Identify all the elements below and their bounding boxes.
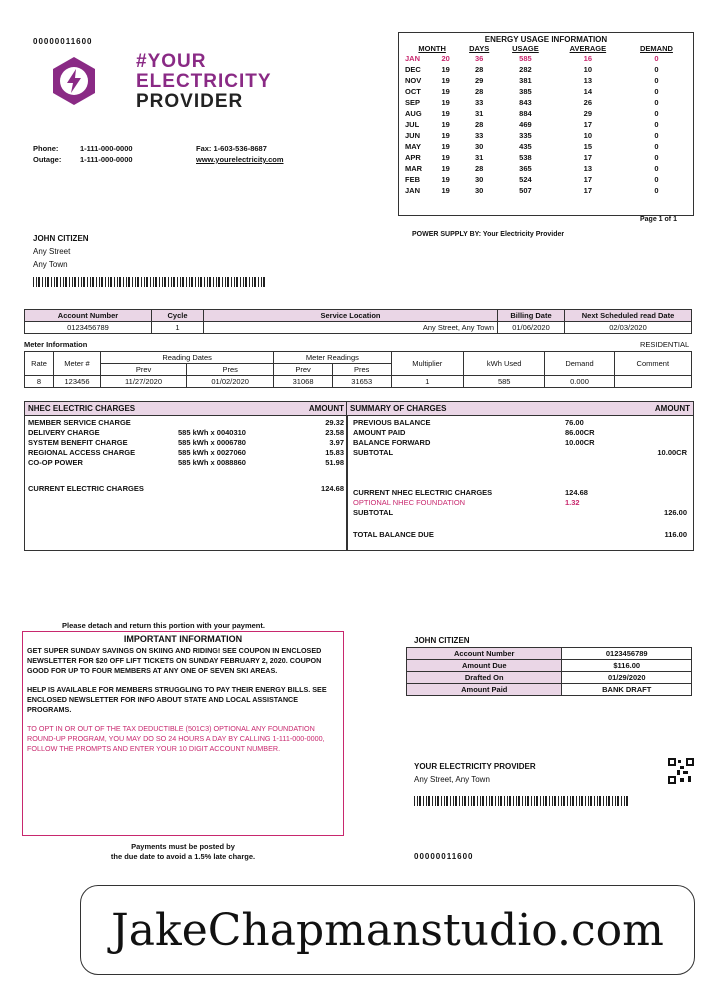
usage-col-month: MONTH (418, 44, 446, 53)
usage-cell: NOV (405, 76, 422, 85)
previous-balance-label: PREVIOUS BALANCE (353, 418, 431, 427)
usage-table (405, 44, 689, 196)
meter-readings-header: Meter Readings (274, 352, 391, 364)
billing-date-header: Billing Date (498, 310, 565, 322)
usage-cell: 335 (519, 131, 532, 140)
charge-label: DELIVERY CHARGE (28, 428, 100, 437)
payment-value: 01/29/2020 (562, 672, 692, 684)
usage-cell: 0 (654, 98, 659, 107)
charge-label: MEMBER SERVICE CHARGE (28, 418, 131, 427)
usage-cell: 0 (654, 175, 659, 184)
charges-title: NHEC ELECTRIC CHARGES (28, 404, 136, 413)
payment-label: Account Number (407, 648, 562, 660)
logo-line-3: PROVIDER (136, 91, 244, 112)
contact-labels (33, 143, 61, 165)
energy-usage-box (398, 32, 694, 216)
usage-row (405, 108, 689, 119)
stub-provider-name: YOUR ELECTRICITY PROVIDER (414, 762, 536, 771)
usage-cell: 30 (475, 186, 484, 195)
charge-row (28, 428, 344, 438)
current-charges-row (25, 484, 347, 494)
usage-cell: 28 (475, 120, 484, 129)
usage-cell: 14 (583, 87, 593, 96)
usage-cell: 29 (583, 109, 593, 118)
payment-value: 0123456789 (562, 648, 692, 660)
info-paragraph-2: HELP IS AVAILABLE FOR MEMBERS STRUGGLING TO PAY THEIR ENERGY BILLS. SEE ENCLOSED NEWSLETTER FOR INFO ABOUT STATE AND LOCAL ASSISTANCE PROGRAMS. (27, 685, 327, 714)
usage-cell: JUN (405, 131, 421, 140)
summary-title: SUMMARY OF CHARGES (350, 404, 447, 413)
balance-forward: 10.00CR (565, 438, 595, 447)
date-pres: 01/02/2020 (187, 376, 274, 388)
outage-number: 1-111-000-0000 (80, 155, 133, 164)
customer-address (33, 232, 89, 271)
customer-town: Any Town (33, 260, 68, 269)
usage-cell: 20 (441, 54, 450, 63)
usage-cell: APR (405, 153, 421, 162)
demand-value: 0.000 (545, 376, 614, 388)
late-note-line-2: the due date to avoid a 1.5% late charge. (110, 852, 256, 861)
usage-cell: 0 (654, 76, 659, 85)
foundation-label: OPTIONAL NHEC FOUNDATION (353, 498, 466, 507)
usage-cell: 381 (519, 76, 532, 85)
current-charges-value: 124.68 (321, 484, 344, 493)
usage-cell: 19 (441, 65, 450, 74)
charge-label: CO-OP POWER (28, 458, 83, 467)
charge-calc: 585 kWh x 0027060 (178, 448, 246, 457)
usage-col-demand: DEMAND (640, 44, 673, 53)
account-number-header: Account Number (25, 310, 152, 322)
billing-date: 01/06/2020 (498, 322, 565, 334)
logo-line-2: ELECTRICITY (136, 71, 272, 92)
stub-barcode (414, 796, 630, 806)
usage-row (405, 130, 689, 141)
usage-cell: 0 (654, 109, 659, 118)
usage-cell: 385 (519, 87, 532, 96)
usage-col-usage: USAGE (512, 44, 539, 53)
subtotal-1: 10.00CR (657, 448, 687, 457)
payment-label: Amount Paid (407, 684, 562, 696)
page-indicator: Page 1 of 1 (640, 216, 677, 223)
reading-dates-header: Reading Dates (101, 352, 274, 364)
usage-cell: 17 (583, 186, 593, 195)
late-charge-note (22, 842, 344, 862)
usage-cell: 19 (441, 186, 450, 195)
charge-amount: 29.32 (325, 418, 344, 427)
customer-name: JOHN CITIZEN (33, 234, 89, 243)
usage-row (405, 119, 689, 130)
website-link[interactable]: www.yourelectricity.com (196, 155, 284, 164)
usage-row (405, 53, 689, 64)
usage-cell: 30 (475, 142, 484, 151)
usage-row (405, 185, 689, 196)
info-paragraph-1: GET SUPER SUNDAY SAVINGS ON SKIING AND RIDING! SEE COUPON IN ENCLOSED NEWSLETTER FOR $20 OFF LIFT TICKETS ON SUNDAY FEBRUARY 2, 2020. COUPON GOOD FOR UP TO FOUR MEMBERS AT ANY ONE OF SEVEN SKI AREAS. (27, 646, 322, 675)
amount-paid: 86.00CR (565, 428, 595, 437)
usage-cell: 282 (519, 65, 532, 74)
charge-amount: 3.97 (329, 438, 344, 447)
previous-balance: 76.00 (565, 418, 584, 427)
current-charges-label: CURRENT ELECTRIC CHARGES (28, 484, 144, 493)
payment-row (407, 684, 692, 696)
summary-box (346, 401, 694, 551)
usage-cell: 15 (583, 142, 593, 151)
detach-instruction: Please detach and return this portion with your payment. (62, 621, 265, 630)
charge-calc: 585 kWh x 0088860 (178, 458, 246, 467)
fax-web (196, 143, 284, 165)
phone-label: Phone: (33, 144, 59, 153)
usage-row (405, 174, 689, 185)
read-pres-header: Pres (332, 364, 391, 376)
charge-calc (178, 418, 288, 428)
usage-cell: 19 (441, 109, 450, 118)
qr-code-icon (668, 758, 694, 784)
usage-cell: 13 (583, 164, 593, 173)
usage-cell: 0 (654, 142, 659, 151)
usage-cell: 585 (519, 54, 532, 63)
usage-title: ENERGY USAGE INFORMATION (484, 35, 608, 44)
usage-cell: DEC (405, 65, 421, 74)
payment-value: BANK DRAFT (562, 684, 692, 696)
cycle: 1 (152, 322, 204, 334)
charge-label: SYSTEM BENEFIT CHARGE (28, 438, 128, 447)
meter-value: 123456 (54, 376, 101, 388)
fax-number: Fax: 1-603-536-8687 (196, 144, 267, 153)
summary-amount-label: AMOUNT (654, 404, 690, 413)
subtotal-label-2: SUBTOTAL (353, 508, 394, 517)
charge-amount: 51.98 (325, 458, 344, 467)
late-note-line-1: Payments must be posted by (131, 842, 235, 851)
customer-street: Any Street (33, 247, 71, 256)
important-info-box (22, 631, 344, 836)
usage-row (405, 141, 689, 152)
current-nhec-label: CURRENT NHEC ELECTRIC CHARGES (353, 488, 493, 497)
usage-cell: 17 (583, 153, 593, 162)
stub-document-number: 00000011600 (414, 852, 474, 861)
usage-col-average: AVERAGE (569, 44, 607, 53)
usage-cell: FEB (405, 175, 420, 184)
usage-cell: 0 (654, 54, 659, 63)
usage-cell: 0 (654, 131, 659, 140)
usage-cell: 33 (475, 98, 484, 107)
info-paragraph-3: TO OPT IN OR OUT OF THE TAX DEDUCTIBLE (501C3) OPTIONAL ANY FOUNDATION ROUND-UP PROGRAM, YOU MAY DO SO 24 HOURS A DAY BY CALLING 1-111-000-0000, FOLLOW THE PROMPTS AND ENTER YOUR 10 DIGIT ACCOUNT NUMBER. (27, 724, 325, 753)
charges-amount-label: AMOUNT (308, 404, 344, 413)
usage-row (405, 86, 689, 97)
usage-cell: JUL (405, 120, 420, 129)
meter-header: Meter # (54, 352, 101, 376)
usage-cell: 507 (519, 186, 532, 195)
usage-cell: 0 (654, 65, 659, 74)
charge-row (28, 438, 344, 448)
usage-cell: 19 (441, 153, 450, 162)
charge-label: REGIONAL ACCESS CHARGE (28, 448, 136, 457)
usage-cell: OCT (405, 87, 421, 96)
usage-row (405, 152, 689, 163)
usage-cell: 17 (583, 175, 593, 184)
usage-cell: 19 (441, 98, 450, 107)
usage-cell: 10 (583, 131, 593, 140)
service-location: Any Street, Any Town (204, 322, 498, 334)
watermark: JakeChapmanstudio.com (80, 885, 695, 975)
usage-cell: 10 (583, 65, 593, 74)
usage-cell: SEP (405, 98, 421, 107)
date-prev: 11/27/2020 (101, 376, 187, 388)
charge-row (28, 458, 344, 468)
multiplier-value: 1 (391, 376, 463, 388)
usage-cell: 0 (654, 87, 659, 96)
usage-cell: 538 (519, 153, 532, 162)
next-read-date: 02/03/2020 (565, 322, 692, 334)
rate-value: 8 (25, 376, 54, 388)
usage-cell: 843 (519, 98, 532, 107)
usage-row (405, 64, 689, 75)
usage-cell: 0 (654, 164, 659, 173)
contact-values (80, 143, 133, 165)
usage-cell: 36 (475, 54, 484, 63)
kwh-value: 585 (464, 376, 545, 388)
bolt-logo-icon (48, 55, 100, 107)
multiplier-header: Multiplier (391, 352, 463, 376)
usage-cell: 19 (441, 142, 450, 151)
usage-cell: 33 (475, 131, 484, 140)
comment-header: Comment (614, 352, 691, 376)
usage-cell: 524 (519, 175, 532, 184)
usage-cell: 19 (441, 87, 450, 96)
usage-cell: 435 (519, 142, 532, 151)
usage-cell: 0 (654, 153, 659, 162)
usage-cell: 28 (475, 87, 484, 96)
charge-amount: 15.83 (325, 448, 344, 457)
comment-value (614, 376, 691, 388)
document-number: 00000011600 (33, 37, 93, 46)
usage-cell: 31 (475, 153, 484, 162)
logo-text (136, 52, 272, 112)
phone-number: 1-111-000-0000 (80, 144, 133, 153)
usage-cell: 19 (441, 131, 450, 140)
usage-cell: 31 (475, 109, 484, 118)
reading-pres: 31653 (332, 376, 391, 388)
rate-header: Rate (25, 352, 54, 376)
postal-barcode (33, 277, 265, 287)
usage-cell: JAN (405, 186, 421, 195)
demand-header: Demand (545, 352, 614, 376)
outage-label: Outage: (33, 155, 62, 164)
usage-cell: 26 (583, 98, 593, 107)
foundation-value: 1.32 (565, 498, 580, 507)
read-prev-header: Prev (274, 364, 333, 376)
date-prev-header: Prev (101, 364, 187, 376)
usage-cell: 469 (519, 120, 532, 129)
usage-cell: AUG (405, 109, 422, 118)
usage-cell: 28 (475, 164, 484, 173)
important-info-title: IMPORTANT INFORMATION (123, 634, 243, 644)
usage-cell: 19 (441, 120, 450, 129)
account-table (24, 309, 692, 334)
stub-customer-name: JOHN CITIZEN (414, 636, 470, 645)
subtotal-label: SUBTOTAL (353, 448, 394, 457)
usage-col-days: DAYS (469, 44, 490, 53)
usage-cell: 884 (519, 109, 532, 118)
usage-cell: 17 (583, 120, 593, 129)
usage-cell: 29 (475, 76, 484, 85)
payment-row (407, 648, 692, 660)
usage-cell: 19 (441, 175, 450, 184)
usage-cell: 365 (519, 164, 532, 173)
balance-forward-label: BALANCE FORWARD (353, 438, 431, 447)
power-supply: POWER SUPPLY BY: Your Electricity Provider (412, 231, 565, 238)
kwh-header: kWh Used (464, 352, 545, 376)
service-type: RESIDENTIAL (640, 340, 690, 349)
usage-cell: MAY (405, 142, 421, 151)
payment-value: $116.00 (562, 660, 692, 672)
charge-calc: 585 kWh x 0006780 (178, 438, 246, 447)
charge-amount: 23.58 (325, 428, 344, 437)
payment-label: Amount Due (407, 660, 562, 672)
usage-cell: 19 (441, 164, 450, 173)
logo-line-1: #YOUR (136, 51, 207, 72)
current-nhec: 124.68 (565, 488, 588, 497)
total-due: 116.00 (664, 530, 687, 539)
reading-prev: 31068 (274, 376, 333, 388)
usage-cell: 13 (583, 76, 593, 85)
stub-provider-address: Any Street, Any Town (414, 775, 490, 784)
charge-row (28, 448, 344, 458)
amount-paid-label: AMOUNT PAID (353, 428, 406, 437)
usage-cell: 30 (475, 175, 484, 184)
total-due-label: TOTAL BALANCE DUE (353, 530, 434, 539)
electric-charges-box (24, 401, 348, 551)
meter-info-title: Meter Information (24, 340, 88, 349)
next-read-header: Next Scheduled read Date (565, 310, 692, 322)
payment-table (406, 647, 692, 696)
usage-row (405, 75, 689, 86)
payment-row (407, 660, 692, 672)
usage-cell: MAR (405, 164, 423, 173)
charge-row (28, 418, 344, 428)
usage-cell: 19 (441, 76, 450, 85)
cycle-header: Cycle (152, 310, 204, 322)
usage-cell: 0 (654, 186, 659, 195)
usage-cell: 16 (583, 54, 593, 63)
payment-label: Drafted On (407, 672, 562, 684)
meter-table (24, 351, 692, 388)
payment-row (407, 672, 692, 684)
usage-row (405, 97, 689, 108)
account-number: 0123456789 (25, 322, 152, 334)
usage-cell: 28 (475, 65, 484, 74)
service-location-header: Service Location (204, 310, 498, 322)
usage-row (405, 163, 689, 174)
charge-calc: 585 kWh x 0040310 (178, 428, 246, 437)
usage-cell: JAN (405, 54, 421, 63)
subtotal-2: 126.00 (664, 508, 687, 517)
date-pres-header: Pres (187, 364, 274, 376)
usage-cell: 0 (654, 120, 659, 129)
